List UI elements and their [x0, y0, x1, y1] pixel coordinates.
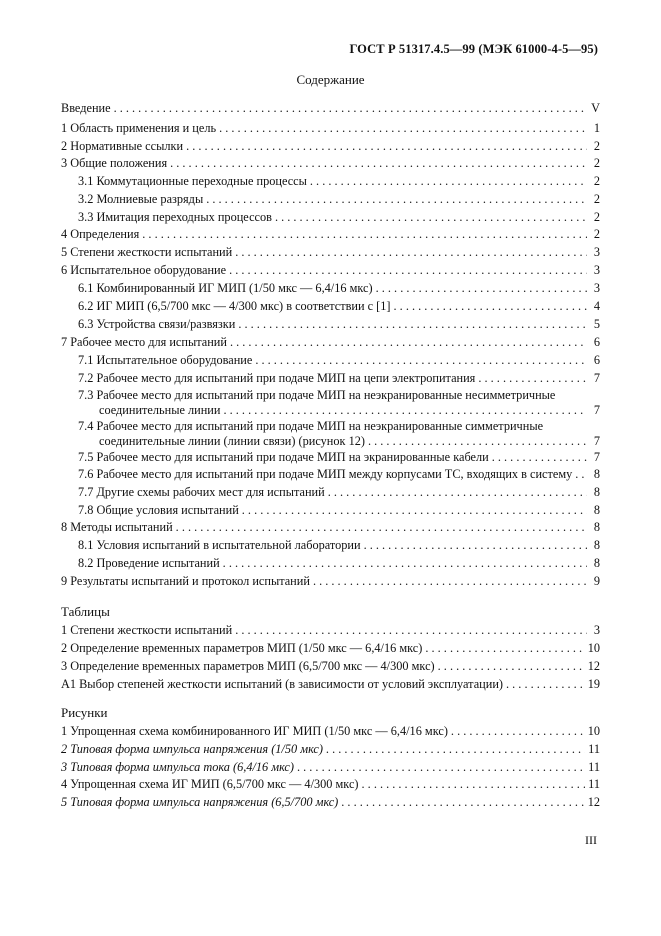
toc-entry[interactable]: 7.2 Рабочее место для испытаний при подаче МИП на цепи электропитания . . . 7	[61, 371, 600, 386]
toc-entry[interactable]: 2 Нормативные ссылки . . . 2	[61, 139, 600, 154]
figure-entry[interactable]: 4 Упрощенная схема ИГ МИП (6,5/700 мкс — 4/300 мкс) . . . 11	[61, 777, 600, 792]
toc-entry[interactable]: 6.3 Устройства связи/развязки . . . 5	[61, 317, 600, 332]
toc-entry[interactable]: 7.6 Рабочее место для испытаний при подаче МИП между корпусами ТС, входящих в систему . . . 8	[61, 467, 600, 482]
toc-entry[interactable]: 6 Испытательное оборудование . . . 3	[61, 263, 600, 278]
toc-entry[interactable]: 8.2 Проведение испытаний . . . 8	[61, 556, 600, 571]
toc-entry[interactable]: 7.7 Другие схемы рабочих мест для испытаний . . . 8	[61, 485, 600, 500]
toc-entry[interactable]: 8.1 Условия испытаний в испытательной лаборатории . . . 8	[61, 538, 600, 553]
figure-entry[interactable]: 2 Типовая форма импульса напряжения (1/50 мкс) . . . 11	[61, 742, 600, 757]
table-entry[interactable]: А1 Выбор степеней жесткости испытаний (в зависимости от условий эксплуатации) . . . 19	[61, 677, 600, 692]
toc-entry[interactable]: 7.1 Испытательное оборудование . . . 6	[61, 353, 600, 368]
running-header: ГОСТ Р 51317.4.5—99 (МЭК 61000-4-5—95)	[349, 42, 598, 56]
figure-entry[interactable]: 5 Типовая форма импульса напряжения (6,5/700 мкс) . . . 12	[61, 795, 600, 810]
toc-entry[interactable]: 3.2 Молниевые разряды . . . 2	[61, 192, 600, 207]
tables-heading: Таблицы	[61, 604, 110, 619]
toc-entry[interactable]: 4 Определения . . . 2	[61, 227, 600, 242]
toc-entry[interactable]: 1 Область применения и цель . . . 1	[61, 121, 600, 136]
toc-entry[interactable]: Введение . . . V	[61, 101, 600, 116]
figure-entry[interactable]: 3 Типовая форма импульса тока (6,4/16 мкс) . . . 11	[61, 760, 600, 775]
table-entry[interactable]: 1 Степени жесткости испытаний . . . 3	[61, 623, 600, 638]
toc-entry[interactable]: 7.8 Общие условия испытаний . . . 8	[61, 503, 600, 518]
toc-entry[interactable]: 8 Методы испытаний . . . 8	[61, 520, 600, 535]
page-title: Содержание	[296, 72, 365, 87]
toc-entry[interactable]: 3.3 Имитация переходных процессов . . . 2	[61, 210, 600, 225]
figure-entry[interactable]: 1 Упрощенная схема комбинированного ИГ МИП (1/50 мкс — 6,4/16 мкс) . . . 10	[61, 724, 600, 739]
figures-heading: Рисунки	[61, 705, 108, 720]
toc-entry[interactable]: 6.1 Комбинированный ИГ МИП (1/50 мкс — 6,4/16 мкс) . . . 3	[61, 281, 600, 296]
toc-entry[interactable]: 7 Рабочее место для испытаний . . . 6	[61, 335, 600, 350]
table-entry[interactable]: 3 Определение временных параметров МИП (6,5/700 мкс — 4/300 мкс) . . . 12	[61, 659, 600, 674]
table-entry[interactable]: 2 Определение временных параметров МИП (1/50 мкс — 6,4/16 мкс) . . . 10	[61, 641, 600, 656]
toc-entry[interactable]: 9 Результаты испытаний и протокол испытаний . . . 9	[61, 574, 600, 589]
page-number: III	[585, 833, 597, 847]
toc-entry[interactable]: 3 Общие положения . . . 2	[61, 156, 600, 171]
toc-entry[interactable]: 7.5 Рабочее место для испытаний при подаче МИП на экранированные кабели . . . 7	[61, 450, 600, 465]
toc-entry[interactable]: 7.4 Рабочее место для испытаний при подаче МИП на неэкранированные симметричные соединительные линии (линии связи) (рисунок 12) . . . 7	[61, 419, 600, 449]
toc-entry[interactable]: 3.1 Коммутационные переходные процессы . . . 2	[61, 174, 600, 189]
toc-entry[interactable]: 7.3 Рабочее место для испытаний при подаче МИП на неэкранированные несимметричные соединительные линии . . . 7	[61, 388, 600, 418]
toc-entry[interactable]: 5 Степени жесткости испытаний . . . 3	[61, 245, 600, 260]
toc-entry[interactable]: 6.2 ИГ МИП (6,5/700 мкс — 4/300 мкс) в соответствии с [1] . . . 4	[61, 299, 600, 314]
